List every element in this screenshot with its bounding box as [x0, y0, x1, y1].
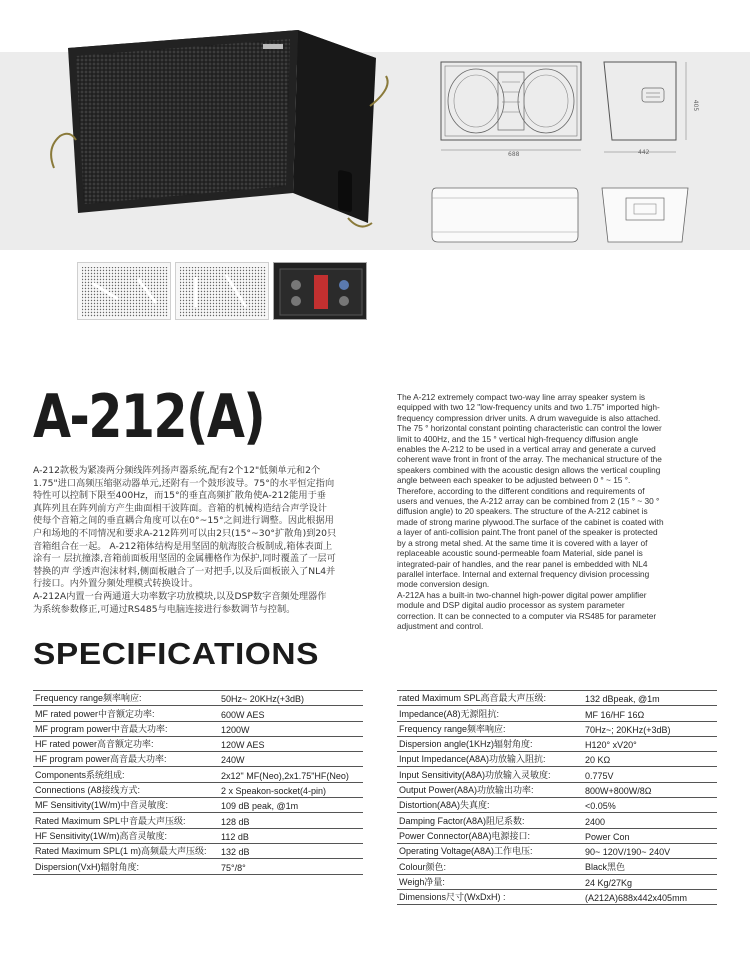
thumbnail-dotted-1 [77, 262, 171, 320]
spec-value: MF 16/HF 16Ω [585, 709, 645, 720]
spec-row [397, 890, 717, 905]
spec-row [397, 783, 717, 798]
spec-value: 90~ 120V/190~ 240V [585, 847, 671, 858]
spec-label: Output Power(A8A)功放输出功率: [399, 785, 534, 796]
spec-value: (A212A)688x442x405mm [585, 893, 688, 904]
spec-value: 1200W [221, 724, 250, 735]
product-title: A-212(A) [33, 382, 265, 452]
spec-row [33, 691, 363, 706]
front-view-drawing [436, 58, 586, 158]
thumbnail-rear-panel [273, 262, 367, 320]
spec-value: 24 Kg/27Kg [585, 877, 633, 888]
spec-value: Black黑色 [585, 861, 626, 872]
spec-value: <0.05% [585, 801, 616, 812]
spec-value: Power Con [585, 831, 630, 842]
spec-row [33, 859, 363, 874]
description-chinese: A-212款极为紧凑两分频线阵列扬声器系统,配有2个12"低频单元和2个 1.75"进口高频压缩驱动器单元,还附有一个鼓形波导。75°的水平恒定指向 特性可以控制下限至400Hz，而15°的垂直高频扩散角使A-212能用于垂 真阵列且在阵列前方产生曲面相干波阵面。音箱的机械构造结合声学设计 使每个音箱之间的垂直耦合角度可以在0°~15°之间进行调整。因此根据用 户和场地的不同情况和要求A-212阵列可以由2只(15°~30°扩散角)到20只 音箱组合在一起。 A-212箱体结构是用坚固的航海胶合板制成,箱体表面上 涂有一 层抗撞漆,音箱前面板用坚固的金属栅格作为保护,同时覆盖了一层可 替换的声 学透声泡沫材料,侧面板融合了一对把手,以及后面板嵌入了NL4并 行接口。内外置分频处理模式转换设计。 A-212A内置一台两通道大功率数字功放模块,以及DSP数字音频处理器作 为系统参数修正,可通过RS485与电脑连接进行参数调节与控制。 [33, 465, 337, 615]
spec-label: MF program power中音最大功率: [35, 723, 168, 734]
front-width-label: 688 [508, 151, 520, 158]
spec-value: 132 dBpeak, @1m [585, 694, 660, 705]
spec-label: rated Maximum SPL高音最大声压级: [399, 693, 547, 704]
spec-value: 120W AES [221, 740, 265, 751]
spec-value: 128 dB [221, 816, 250, 827]
spec-label: Rated Maximum SPL中音最大声压级: [35, 815, 186, 826]
spec-value: 240W [221, 755, 245, 766]
spec-row [33, 722, 363, 737]
speaker-product-image [48, 18, 398, 233]
spec-row [397, 752, 717, 767]
spec-value: 0.775V [585, 770, 614, 781]
spec-value: 50Hz~ 20KHz(+3dB) [221, 694, 305, 705]
spec-label: Colour颜色: [399, 861, 447, 872]
spec-value: 2 x Speakon-socket(4-pin) [221, 786, 327, 797]
spec-label: Distortion(A8A)失真度: [399, 800, 490, 811]
spec-label: Frequency range频率响应: [399, 723, 506, 734]
specifications-heading: SPECIFICATIONS [33, 636, 319, 671]
spec-label: Dimensions尺寸(WxDxH) : [399, 892, 506, 903]
spec-label: Damping Factor(A8A)阻尼系数: [399, 815, 525, 826]
spec-row [33, 737, 363, 752]
spec-row [397, 798, 717, 813]
rear-view-drawing [596, 180, 696, 250]
spec-label: Dispersion angle(1KHz)辐射角度: [399, 739, 533, 750]
spec-row [33, 783, 363, 798]
spec-row [33, 829, 363, 844]
spec-label: HF rated power高音额定功率: [35, 739, 154, 750]
spec-row [397, 875, 717, 890]
spec-label: Power Connector(A8A)电源接口: [399, 830, 531, 841]
spec-row [33, 767, 363, 782]
spec-label: HF Sensitivity(1W/m)高音灵敏度: [35, 830, 168, 841]
spec-row [397, 859, 717, 874]
spec-label: Dispersion(VxH)辐射角度: [35, 861, 140, 872]
spec-row [33, 813, 363, 828]
spec-value: 2x12" MF(Neo),2x1.75"HF(Neo) [221, 770, 349, 781]
spec-row [397, 737, 717, 752]
spec-value: 20 KΩ [585, 755, 611, 766]
spec-label: Impedance(A8)无源阻抗: [399, 708, 500, 719]
spec-label: Input Sensitivity(A8A)功放输入灵敏度: [399, 769, 551, 780]
spec-value: 75°/8° [221, 862, 246, 873]
side-view-drawing [598, 58, 698, 158]
spec-table-right [397, 690, 717, 905]
spec-label: MF rated power中音额定功率: [35, 708, 155, 719]
spec-value: 109 dB peak, @1m [221, 801, 299, 812]
spec-label: Input Impedance(A8A)功放输入阻抗: [399, 754, 546, 765]
spec-value: H120° xV20° [585, 740, 637, 751]
spec-table-left [33, 690, 363, 875]
thumbnail-dotted-2 [175, 262, 269, 320]
spec-row [397, 844, 717, 859]
description-english: The A-212 extremely compact two-way line array speaker system is equipped with two 12 "low-frequency units and two 1.75" imported high- frequency compression driver units. A drum waveguide is also attached. The 75 ° horizontal constant pointing characteristic can control the lower limit to 400Hz, and the 15 ° vertical high-frequency diffusion angle enables the A-212 to be used in a vertical array and generate a curved coherent wave front in front of the array. The mechanical structure of the speakers combined with the acoustic design allows the vertical coupling angle between each speaker to be adjusted between 0 ° ~ 15 °. Therefore, according to the different conditions and requirements of users and venues, the A-212 array can be combined from 2 (15 ° ~ 30 ° diffusion angle) to 20 speakers. The structure of the A-212 cabinet is made of strong marine plywood.The surface of the cabinet is coated with a layer of anti-collision paint.The front panel of the speaker is protected by a strong metal shed. At the same time it is covered with a layer of replaceable acoustic sound-permeable foam Material, side panel is integrated-pair of handles, and the rear panel is embedded with NL4 parallel interface. Internal and external frequency division processing mode conversion design. A-212A has a built-in two-channel high-power digital power amplifier module and DSP digital audio processor as system parameter correction. It can be connected to a computer via RS485 for parameter adjustment and control. [397, 392, 664, 631]
spec-row [33, 844, 363, 859]
spec-value: 112 dB [221, 831, 249, 842]
spec-label: Connections (A8接线方式: [35, 785, 141, 796]
spec-value: 600W AES [221, 709, 265, 720]
spec-row [397, 767, 717, 782]
spec-row [397, 829, 717, 844]
side-height-label: 405 [692, 99, 700, 112]
spec-value: 800W+800W/8Ω [585, 786, 652, 797]
spec-row [397, 706, 717, 721]
spec-label: Operating Voltage(A8A)工作电压: [399, 846, 533, 857]
top-view-drawing [426, 180, 584, 250]
spec-row [397, 691, 717, 706]
side-depth-label: 442 [638, 149, 650, 156]
spec-value: 132 dB [221, 847, 250, 858]
spec-row [33, 798, 363, 813]
spec-value: 2400 [585, 816, 606, 827]
spec-label: Weigh净量: [399, 876, 445, 887]
spec-row [397, 813, 717, 828]
spec-label: Frequency range频率响应: [35, 693, 142, 704]
spec-label: HF program power高音最大功率: [35, 754, 167, 765]
spec-label: Components系统组成: [35, 769, 125, 780]
spec-row [33, 752, 363, 767]
spec-value: 70Hz~; 20KHz(+3dB) [585, 724, 671, 735]
spec-row [397, 722, 717, 737]
spec-label: MF Sensitivity(1W/m)中音灵敏度: [35, 800, 169, 811]
spec-row [33, 706, 363, 721]
spec-label: Rated Maximum SPL(1 m)高频最大声压级: [35, 846, 207, 857]
